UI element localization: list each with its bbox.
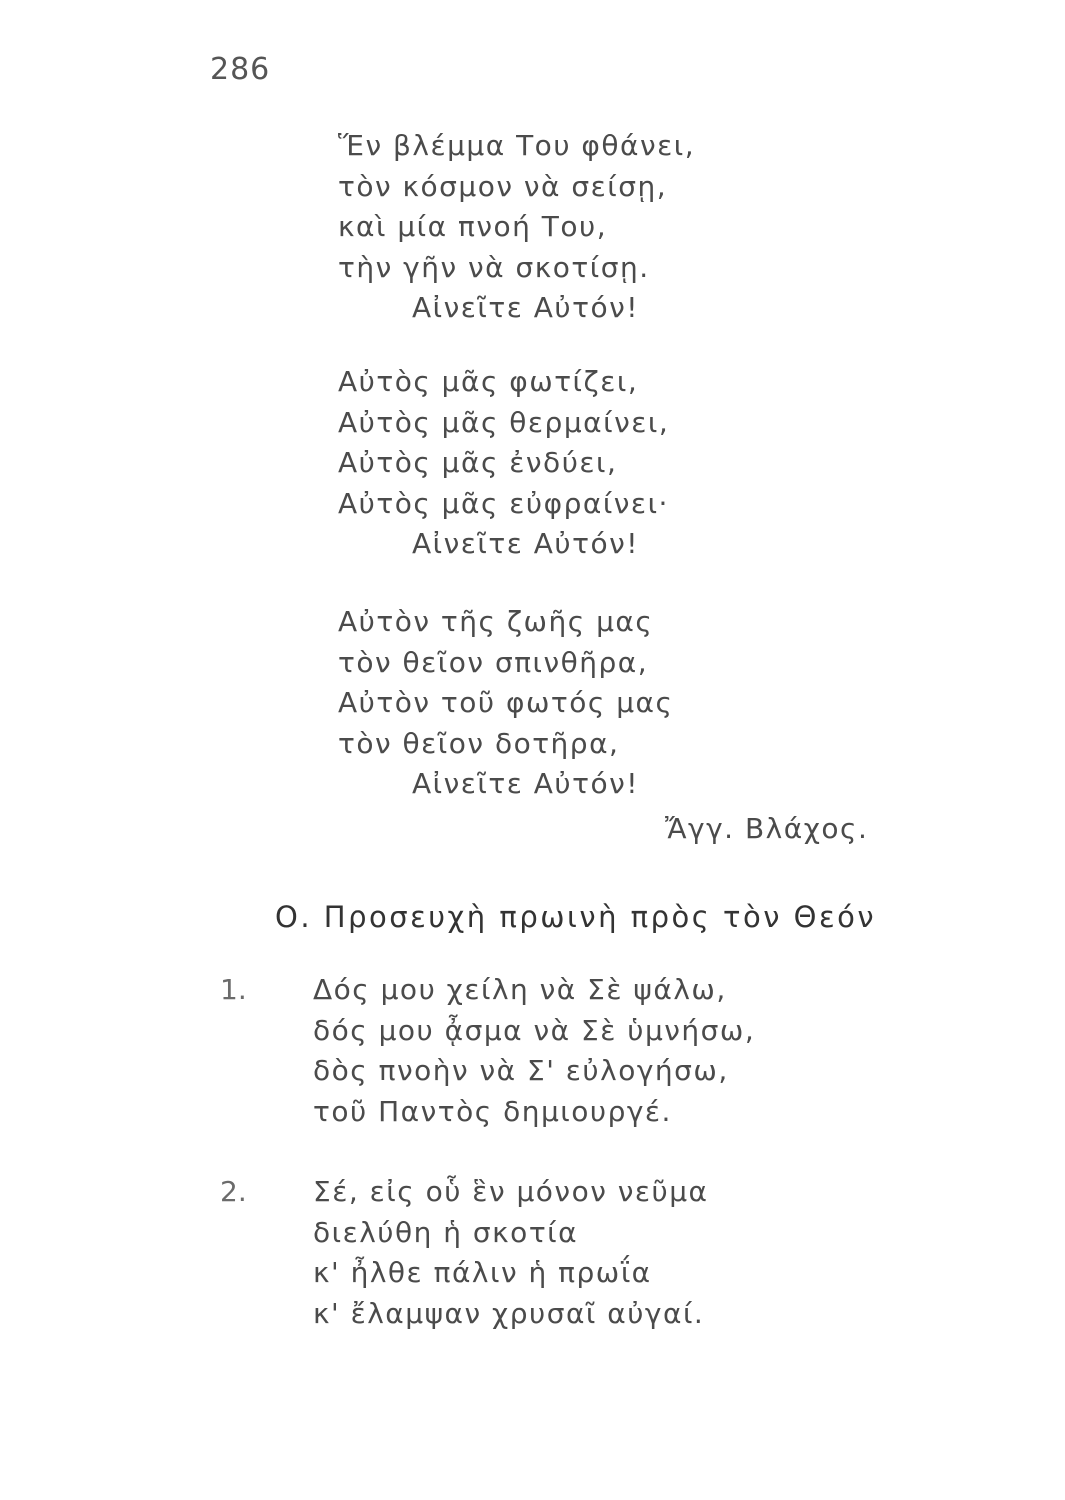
section-title: Ο. Προσευχὴ πρωινὴ πρὸς τὸν Θεόν [275,900,877,934]
poem-line: καὶ μία πνοή Του, [338,210,608,243]
poem-line: τὸν θεῖον δοτῆρα, [338,726,620,760]
verse-line: διελύθη ἡ σκοτία [313,1215,579,1249]
verse-line: Σέ, εἰς οὗ ἓν μόνον νεῦμα [313,1175,709,1208]
verse-line: δὸς πνοὴν νὰ Σ' εὐλογήσω, [313,1054,729,1087]
poem-line: τὸν θεῖον σπινθῆρα, [338,645,649,679]
poem-line: τὴν γῆν νὰ σκοτίσῃ. [338,250,650,284]
verse-line: τοῦ Παντὸς δημιουργέ. [313,1094,672,1128]
poem-line: τὸν κόσμον νὰ σείσῃ, [338,169,668,203]
poem-line: Ἕν βλέμμα Του φθάνει, [338,129,696,162]
poem-line: Αὐτὸς μᾶς εὐφραίνει· [338,486,669,520]
poem-line: Αὐτὸς μᾶς ἐνδύει, [338,446,618,479]
poem-stanza-1 [338,126,695,329]
verse-1 [313,970,755,1132]
poem-stanza-2 [338,362,669,565]
poem-line: Αὐτὸν τῆς ζωῆς μας [338,605,654,638]
verse-line: κ' ἦλθε πάλιν ἡ πρωΐα [313,1256,652,1289]
poem-line: Αὐτὸς μᾶς θερμαίνει, [338,405,670,439]
verse-line: κ' ἔλαμψαν χρυσαῖ αὐγαί. [313,1296,705,1330]
refrain-line: Αἰνεῖτε Αὐτόν! [412,767,639,800]
poem-line: Αὐτὸς μᾶς φωτίζει, [338,365,639,398]
poem-stanza-3 [338,602,673,805]
refrain-line: Αἰνεῖτε Αὐτόν! [412,527,639,560]
verse-line: Δός μου χείλη νὰ Σὲ ψάλω, [313,973,727,1006]
page-number: 286 [210,52,271,87]
refrain-line: Αἰνεῖτε Αὐτόν! [412,291,639,324]
poem-line: Αὐτὸν τοῦ φωτός μας [338,686,674,719]
verse-number: 2. [220,1175,247,1208]
verse-line: δός μου ᾆσμα νὰ Σὲ ὑμνήσω, [313,1013,756,1047]
verse-number: 1. [220,973,247,1006]
poem-attribution: Ἄγγ. Βλάχος. [665,812,869,845]
verse-2 [313,1172,708,1334]
